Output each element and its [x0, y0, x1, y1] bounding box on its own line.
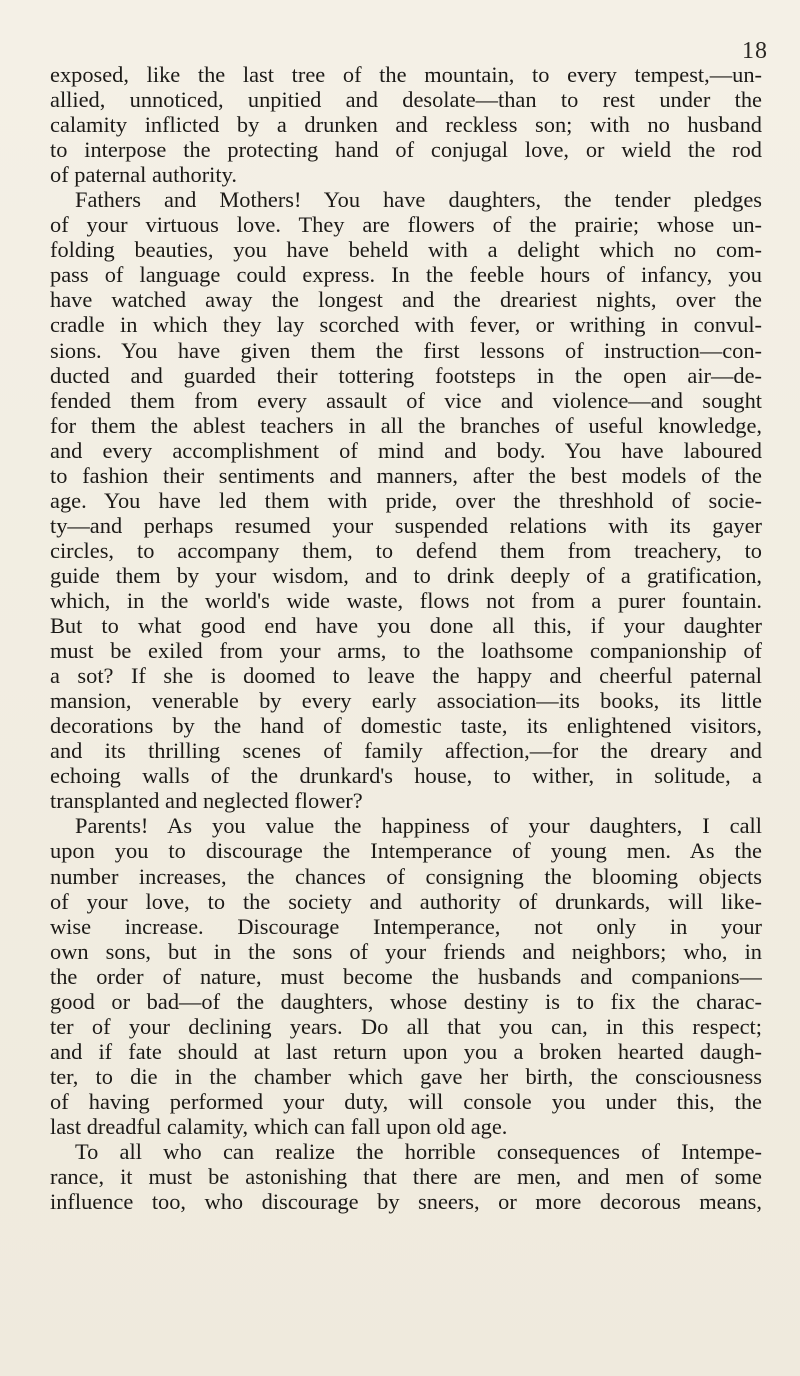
- text-line: upon you to discourage the Intemperance of young men. As the: [50, 838, 762, 864]
- text-line: must be exiled from your arms, to the loathsome companionship of: [50, 638, 762, 664]
- text-line: calamity inflicted by a drunken and reckless son; with no husband: [50, 112, 762, 138]
- text-line: pass of language could express. In the feeble hours of infancy, you: [50, 262, 762, 288]
- text-line: allied, unnoticed, unpitied and desolate—than to rest under the: [50, 87, 762, 113]
- text-line: guide them by your wisdom, and to drink deeply of a gratification,: [50, 562, 762, 588]
- text-line: ter, to die in the chamber which gave her birth, the consciousness: [50, 1063, 762, 1089]
- page-number: 18: [742, 38, 768, 64]
- text-line: have watched away the longest and the dreariest nights, over the: [50, 287, 762, 313]
- text-line: exposed, like the last tree of the mountain, to every tempest,—un-: [50, 62, 762, 87]
- text-line: of your virtuous love. They are flowers of the prairie; whose un-: [50, 212, 762, 238]
- text-line: and its thrilling scenes of family affection,—for the dreary and: [50, 738, 762, 764]
- text-line: But to what good end have you done all this, if your daughter: [50, 613, 762, 639]
- text-line: sions. You have given them the first lessons of instruction—con-: [50, 337, 762, 363]
- text-line: circles, to accompany them, to defend them from treachery, to: [50, 537, 762, 563]
- text-line: to interpose the protecting hand of conjugal love, or wield the rod: [50, 137, 762, 163]
- text-line: number increases, the chances of consigning the blooming objects: [50, 863, 762, 889]
- text-line: a sot? If she is doomed to leave the happy and cheerful paternal: [50, 663, 762, 689]
- text-line: which, in the world's wide waste, flows not from a purer fountain.: [50, 587, 762, 613]
- text-line: transplanted and neglected flower?: [50, 788, 363, 814]
- text-line: of paternal authority.: [50, 162, 237, 188]
- text-line: and if fate should at last return upon you a broken hearted daugh-: [50, 1038, 762, 1064]
- text-line: ducted and guarded their tottering footsteps in the open air—de-: [50, 362, 762, 388]
- text-line: Parents! As you value the happiness of your daughters, I call: [75, 813, 762, 839]
- text-line: to fashion their sentiments and manners, after the best models of the: [50, 462, 762, 488]
- text-line: age. You have led them with pride, over the threshhold of socie-: [50, 487, 762, 513]
- text-line: mansion, venerable by every early association—its books, its little: [50, 688, 762, 714]
- text-line: good or bad—of the daughters, whose destiny is to fix the charac-: [50, 988, 762, 1014]
- text-line: of your love, to the society and authority of drunkards, will like-: [50, 888, 762, 914]
- text-line: and every accomplishment of mind and body. You have laboured: [50, 437, 762, 463]
- text-line: decorations by the hand of domestic taste, its enlightened visitors,: [50, 713, 762, 739]
- text-line: To all who can realize the horrible consequences of Intempe-: [75, 1139, 762, 1165]
- text-line: ter of your declining years. Do all that you can, in this respect;: [50, 1013, 762, 1039]
- text-line: own sons, but in the sons of your friends and neighbors; who, in: [50, 938, 762, 964]
- text-line: ty—and perhaps resumed your suspended relations with its gayer: [50, 512, 762, 538]
- text-line: wise increase. Discourage Intemperance, not only in your: [50, 913, 762, 939]
- text-line: the order of nature, must become the husbands and companions—: [50, 963, 762, 989]
- text-line: influence too, who discourage by sneers, or more decorous means,: [50, 1189, 762, 1215]
- text-line: last dreadful calamity, which can fall upon old age.: [50, 1113, 508, 1139]
- text-line: rance, it must be astonishing that there are men, and men of some: [50, 1164, 762, 1190]
- text-line: of having performed your duty, will console you under this, the: [50, 1088, 762, 1114]
- text-line: cradle in which they lay scorched with fever, or writhing in convul-: [50, 312, 762, 338]
- text-line: for them the ablest teachers in all the branches of useful knowledge,: [50, 412, 762, 438]
- text-line: fended them from every assault of vice and violence—and sought: [50, 387, 762, 413]
- text-line: Fathers and Mothers! You have daughters, the tender pledges: [75, 187, 762, 213]
- body-text: [50, 62, 762, 1214]
- text-line: echoing walls of the drunkard's house, to wither, in solitude, a: [50, 763, 762, 789]
- text-line: folding beauties, you have beheld with a delight which no com-: [50, 237, 762, 263]
